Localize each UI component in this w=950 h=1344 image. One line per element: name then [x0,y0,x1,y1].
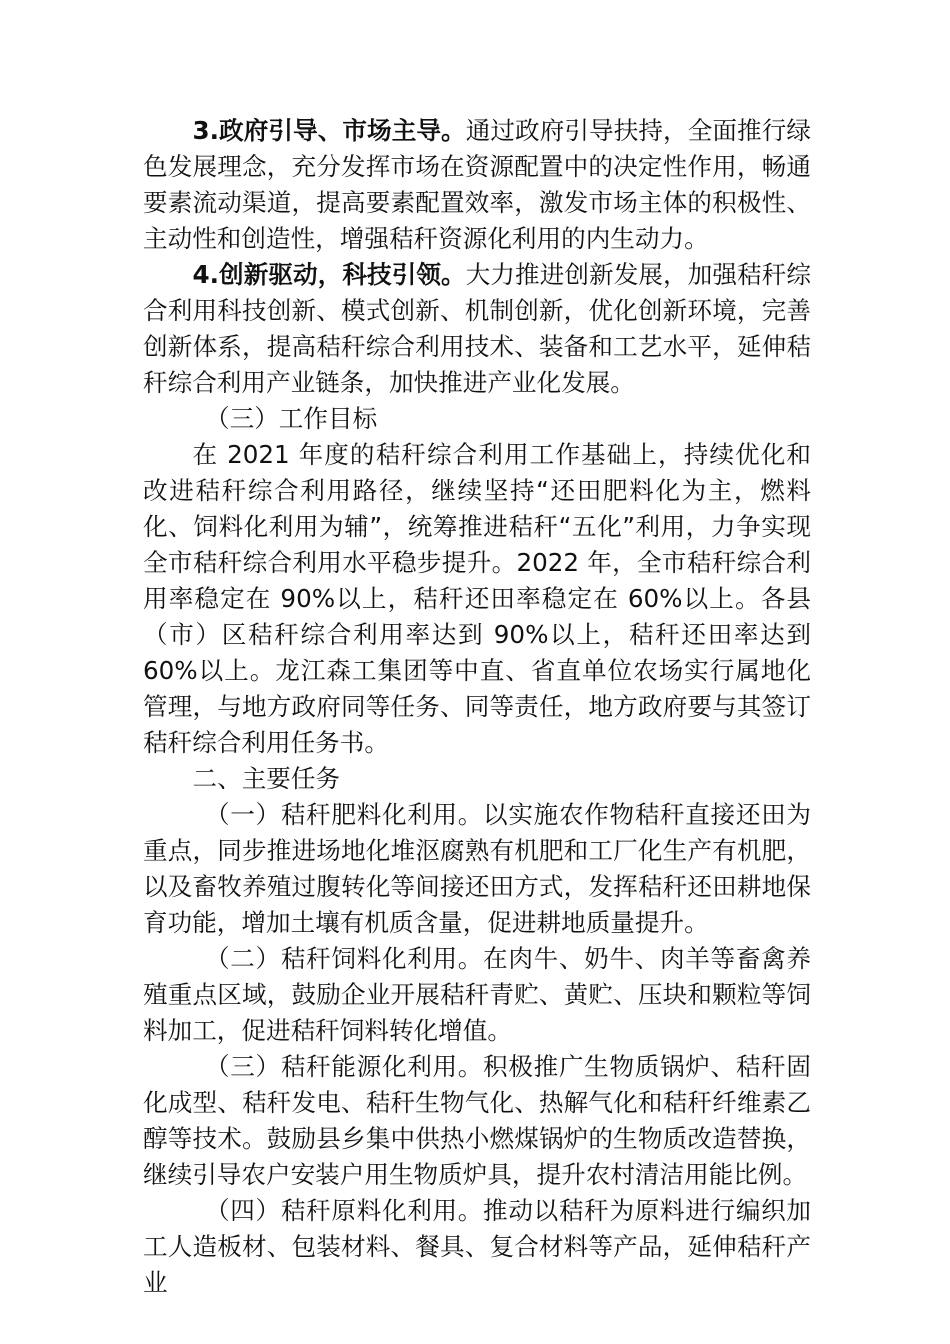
goal-heading: （三）工作目标 [205,404,378,433]
principle-3-lead: 3.政府引导、市场主导。 [192,116,466,145]
tasks-heading: 二、主要任务 [192,764,341,793]
principle-4-lead: 4.创新驱动，科技引领。 [192,260,466,289]
principle-paragraph-3 [143,113,811,257]
principle-4-body: 大力推进创新发展，加强秸秆综合利用科技创新、模式创新、机制创新，优化创新环境，完善创新体系，提高秸秆综合利用技术、装备和工艺水平，延伸秸秆综合利用产业链条，加快推进产业化发展。 [143,260,811,397]
task-paragraph-4: （四）秸秆原料化利用。推动以秸秆为原料进行编织加工人造板材、包装材料、餐具、复合材料等产品，延伸秸秆产业 [143,1196,811,1297]
task-paragraph-1: （一）秸秆肥料化利用。以实施农作物秸秆直接还田为重点，同步推进场地化堆沤腐熟有机肥和工厂化生产有机肥，以及畜牧养殖过腹转化等间接还田方式，发挥秸秆还田耕地保育功能，增加土壤有机质含量，促进耕地质量提升。 [143,800,811,937]
principle-3-body: 通过政府引导扶持，全面推行绿色发展理念，充分发挥市场在资源配置中的决定性作用，畅通要素流动渠道，提高要素配置效率，激发市场主体的积极性、主动性和创造性，增强秸秆资源化利用的内生动力。 [143,116,811,253]
task-paragraph-2: （二）秸秆饲料化利用。在肉牛、奶牛、肉羊等畜禽养殖重点区域，鼓励企业开展秸秆青贮、黄贮、压块和颗粒等饲料加工，促进秸秆饲料转化增值。 [143,944,811,1045]
goal-paragraph: 在 2021 年度的秸秆综合利用工作基础上，持续优化和改进秸秆综合利用路径，继续坚持“还田肥料化为主，燃料化、饲料化利用为辅”，统筹推进秸秆“五化”利用，力争实现全市秸秆综合利用水平稳步提升。2022 年，全市秸秆综合利用率稳定在 90%以上，秸秆还田率稳定在 60%以上。各县（市）区秸秆综合利用率达到 90%以上，秸秆还田率达到 60%以上。龙江森工集团等中直、省直单位农场实行属地化管理，与地方政府同等任务、同等责任，地方政府要与其签订秸秆综合利用任务书。 [143,440,811,757]
principle-paragraph-4 [143,257,811,401]
task-paragraph-3: （三）秸秆能源化利用。积极推广生物质锅炉、秸秆固化成型、秸秆发电、秸秆生物气化、热解气化和秸秆纤维素乙醇等技术。鼓励县乡集中供热小燃煤锅炉的生物质改造替换，继续引导农户安装户用生物质炉具，提升农村清洁用能比例。 [143,1052,811,1189]
document-body [143,113,811,1301]
